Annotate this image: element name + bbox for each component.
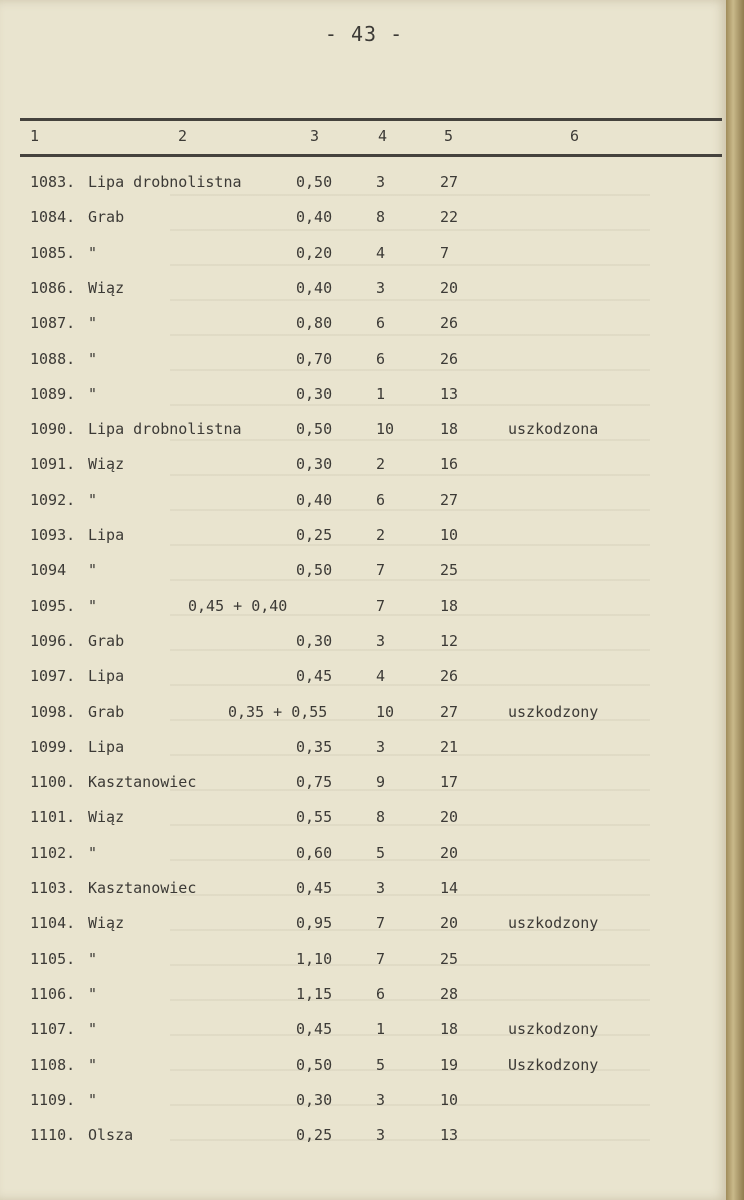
species: " (88, 985, 98, 1003)
row-number: 1103. (30, 879, 76, 897)
column-5-value: 25 (440, 950, 459, 968)
species: " (88, 350, 98, 368)
column-4-value: 7 (376, 561, 386, 579)
circumference: 0,25 (296, 1126, 333, 1144)
column-5-value: 19 (440, 1056, 459, 1074)
row-number: 1095. (30, 597, 76, 615)
column-header-6: 6 (570, 127, 580, 145)
column-5-value: 17 (440, 773, 459, 791)
column-5-value: 13 (440, 385, 459, 403)
species: Wiąz (88, 914, 125, 932)
column-4-value: 7 (376, 950, 386, 968)
species: " (88, 561, 98, 579)
column-5-value: 22 (440, 208, 459, 226)
row-number: 1093. (30, 526, 76, 544)
column-4-value: 7 (376, 914, 386, 932)
row-number: 1091. (30, 455, 76, 473)
page-number: - 43 - (324, 22, 404, 46)
circumference: 0,30 (296, 455, 333, 473)
row-number: 1086. (30, 279, 76, 297)
column-5-value: 12 (440, 632, 459, 650)
species: Lipa (88, 526, 125, 544)
column-5-value: 10 (440, 526, 459, 544)
circumference: 1,10 (296, 950, 333, 968)
column-5-value: 10 (440, 1091, 459, 1109)
column-4-value: 6 (376, 491, 386, 509)
column-5-value: 7 (440, 244, 450, 262)
species: Grab (88, 632, 125, 650)
row-number: 1098. (30, 703, 76, 721)
circumference: 0,50 (296, 173, 333, 191)
column-5-value: 21 (440, 738, 459, 756)
column-4-value: 1 (376, 1020, 386, 1038)
circumference: 1,15 (296, 985, 333, 1003)
column-5-value: 18 (440, 420, 459, 438)
column-4-value: 5 (376, 1056, 386, 1074)
header-rule-top (20, 118, 722, 121)
row-number: 1106. (30, 985, 76, 1003)
circumference: 0,40 (296, 491, 333, 509)
column-header-2: 2 (178, 127, 188, 145)
species: " (88, 491, 98, 509)
species: " (88, 1056, 98, 1074)
circumference: 0,60 (296, 844, 333, 862)
circumference: 0,70 (296, 350, 333, 368)
row-number: 1089. (30, 385, 76, 403)
species: Lipa drobnolistna (88, 173, 242, 191)
species: Lipa (88, 667, 125, 685)
column-4-value: 2 (376, 455, 386, 473)
column-5-value: 28 (440, 985, 459, 1003)
column-4-value: 4 (376, 244, 386, 262)
column-4-value: 3 (376, 879, 386, 897)
column-5-value: 20 (440, 844, 459, 862)
row-number: 1097. (30, 667, 76, 685)
column-5-value: 20 (440, 279, 459, 297)
column-4-value: 8 (376, 208, 386, 226)
species: Grab (88, 703, 125, 721)
remarks: uszkodzony (508, 703, 599, 721)
column-4-value: 9 (376, 773, 386, 791)
column-4-value: 5 (376, 844, 386, 862)
remarks: uszkodzony (508, 1020, 599, 1038)
column-5-value: 13 (440, 1126, 459, 1144)
circumference: 0,45 (296, 1020, 333, 1038)
species: " (88, 314, 98, 332)
column-5-value: 16 (440, 455, 459, 473)
column-4-value: 10 (376, 703, 395, 721)
row-number: 1088. (30, 350, 76, 368)
row-number: 1102. (30, 844, 76, 862)
circumference: 0,25 (296, 526, 333, 544)
column-5-value: 18 (440, 597, 459, 615)
circumference: 0,30 (296, 632, 333, 650)
species: " (88, 1020, 98, 1038)
column-5-value: 20 (440, 808, 459, 826)
column-5-value: 26 (440, 667, 459, 685)
row-number: 1092. (30, 491, 76, 509)
column-4-value: 3 (376, 173, 386, 191)
species: Kasztanowiec (88, 879, 197, 897)
row-number: 1108. (30, 1056, 76, 1074)
header-rule-bottom (20, 154, 722, 157)
row-number: 1101. (30, 808, 76, 826)
circumference: 0,35 + 0,55 (228, 703, 328, 721)
species: Lipa (88, 738, 125, 756)
column-5-value: 27 (440, 173, 459, 191)
row-number: 1094 (30, 561, 67, 579)
remarks: uszkodzony (508, 914, 599, 932)
species: Wiąz (88, 808, 125, 826)
column-4-value: 6 (376, 350, 386, 368)
column-4-value: 3 (376, 1126, 386, 1144)
row-number: 1104. (30, 914, 76, 932)
column-4-value: 8 (376, 808, 386, 826)
circumference: 0,40 (296, 208, 333, 226)
column-4-value: 7 (376, 597, 386, 615)
circumference: 0,50 (296, 561, 333, 579)
circumference: 0,30 (296, 1091, 333, 1109)
circumference: 0,45 (296, 667, 333, 685)
column-header-1: 1 (30, 127, 40, 145)
row-number: 1096. (30, 632, 76, 650)
circumference: 0,30 (296, 385, 333, 403)
column-header-3: 3 (310, 127, 320, 145)
column-4-value: 3 (376, 279, 386, 297)
column-4-value: 3 (376, 738, 386, 756)
column-5-value: 26 (440, 350, 459, 368)
row-number: 1109. (30, 1091, 76, 1109)
column-4-value: 10 (376, 420, 395, 438)
row-number: 1110. (30, 1126, 76, 1144)
species: Olsza (88, 1126, 134, 1144)
row-number: 1099. (30, 738, 76, 756)
column-4-value: 3 (376, 1091, 386, 1109)
column-5-value: 26 (440, 314, 459, 332)
row-number: 1100. (30, 773, 76, 791)
column-4-value: 4 (376, 667, 386, 685)
column-5-value: 20 (440, 914, 459, 932)
column-5-value: 25 (440, 561, 459, 579)
column-4-value: 6 (376, 314, 386, 332)
row-number: 1084. (30, 208, 76, 226)
species: " (88, 385, 98, 403)
circumference: 0,75 (296, 773, 333, 791)
book-spine (726, 0, 744, 1200)
species: " (88, 844, 98, 862)
species: Wiąz (88, 279, 125, 297)
column-4-value: 1 (376, 385, 386, 403)
column-5-value: 27 (440, 703, 459, 721)
circumference: 0,80 (296, 314, 333, 332)
circumference: 0,20 (296, 244, 333, 262)
column-header-4: 4 (378, 127, 388, 145)
remarks: Uszkodzony (508, 1056, 599, 1074)
column-4-value: 2 (376, 526, 386, 544)
row-number: 1105. (30, 950, 76, 968)
column-5-value: 18 (440, 1020, 459, 1038)
circumference: 0,35 (296, 738, 333, 756)
circumference: 0,45 (296, 879, 333, 897)
row-number: 1083. (30, 173, 76, 191)
circumference: 0,50 (296, 1056, 333, 1074)
species: " (88, 1091, 98, 1109)
row-number: 1090. (30, 420, 76, 438)
column-5-value: 14 (440, 879, 459, 897)
circumference: 0,55 (296, 808, 333, 826)
species: " (88, 950, 98, 968)
circumference: 0,50 (296, 420, 333, 438)
row-number: 1107. (30, 1020, 76, 1038)
row-number: 1085. (30, 244, 76, 262)
bleed-through-text (170, 170, 650, 1160)
circumference: 0,40 (296, 279, 333, 297)
species: Wiąz (88, 455, 125, 473)
row-number: 1087. (30, 314, 76, 332)
species: " (88, 597, 98, 615)
species: " (88, 244, 98, 262)
column-4-value: 6 (376, 985, 386, 1003)
species: Lipa drobnolistna (88, 420, 242, 438)
column-4-value: 3 (376, 632, 386, 650)
column-5-value: 27 (440, 491, 459, 509)
species: Kasztanowiec (88, 773, 197, 791)
circumference: 0,45 + 0,40 (188, 597, 288, 615)
remarks: uszkodzona (508, 420, 599, 438)
circumference: 0,95 (296, 914, 333, 932)
species: Grab (88, 208, 125, 226)
column-header-5: 5 (444, 127, 454, 145)
